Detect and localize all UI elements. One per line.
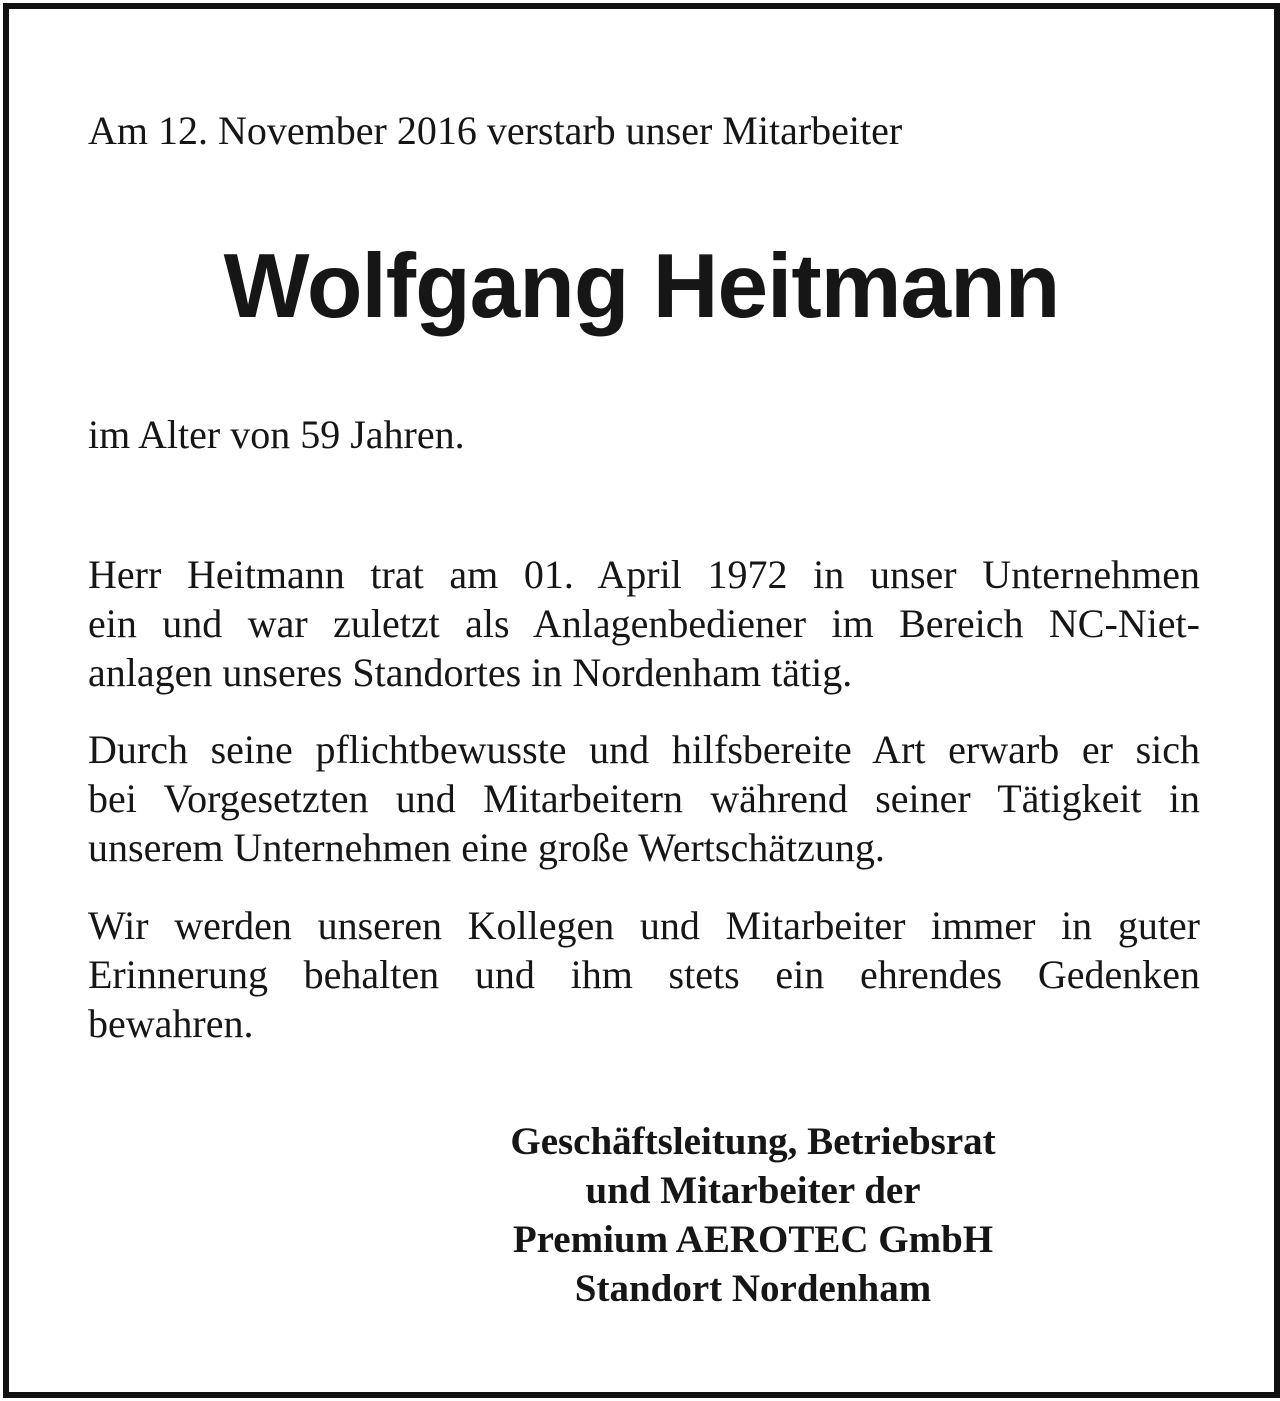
paragraph-line: Wir werden unseren Kollegen und Mitarbeiter immer in guter [88,903,1200,948]
paragraph-line: bewahren. [88,1001,254,1046]
signature-line: Standort Nordenham [574,1267,932,1310]
career-paragraph [88,550,1200,697]
deceased-name: Wolfgang Heitmann [223,236,1060,337]
paragraph-line: Herr Heitmann trat am 01. April 1972 in unser Unternehmen [88,552,1200,597]
paragraph-line: ein und war zuletzt als Anlagenbediener im Bereich NC-Niet- [88,601,1200,646]
signature-block [453,1117,1053,1313]
paragraph-line: bei Vorgesetzten und Mitarbeitern während seiner Tätigkeit in [88,776,1200,821]
paragraph-line: unserem Unternehmen eine große Wertschätzung. [88,825,885,870]
remembrance-paragraph [88,901,1200,1048]
obituary-notice-frame [3,3,1280,1398]
paragraph-line: Durch seine pflichtbewusste und hilfsbereite Art erwarb er sich [88,727,1200,772]
signature-line: Geschäftsleitung, Betriebsrat [510,1120,996,1163]
signature-line: und Mitarbeiter der [585,1169,921,1212]
signature-line: Premium AEROTEC GmbH [512,1218,994,1261]
paragraph-line: anlagen unseres Standortes in Nordenham tätig. [88,650,853,695]
intro-line: Am 12. November 2016 verstarb unser Mitarbeiter [88,108,903,153]
age-line: im Alter von 59 Jahren. [88,412,465,457]
paragraph-line: Erinnerung behalten und ihm stets ein ehrendes Gedenken [88,952,1200,997]
appreciation-paragraph [88,725,1200,872]
